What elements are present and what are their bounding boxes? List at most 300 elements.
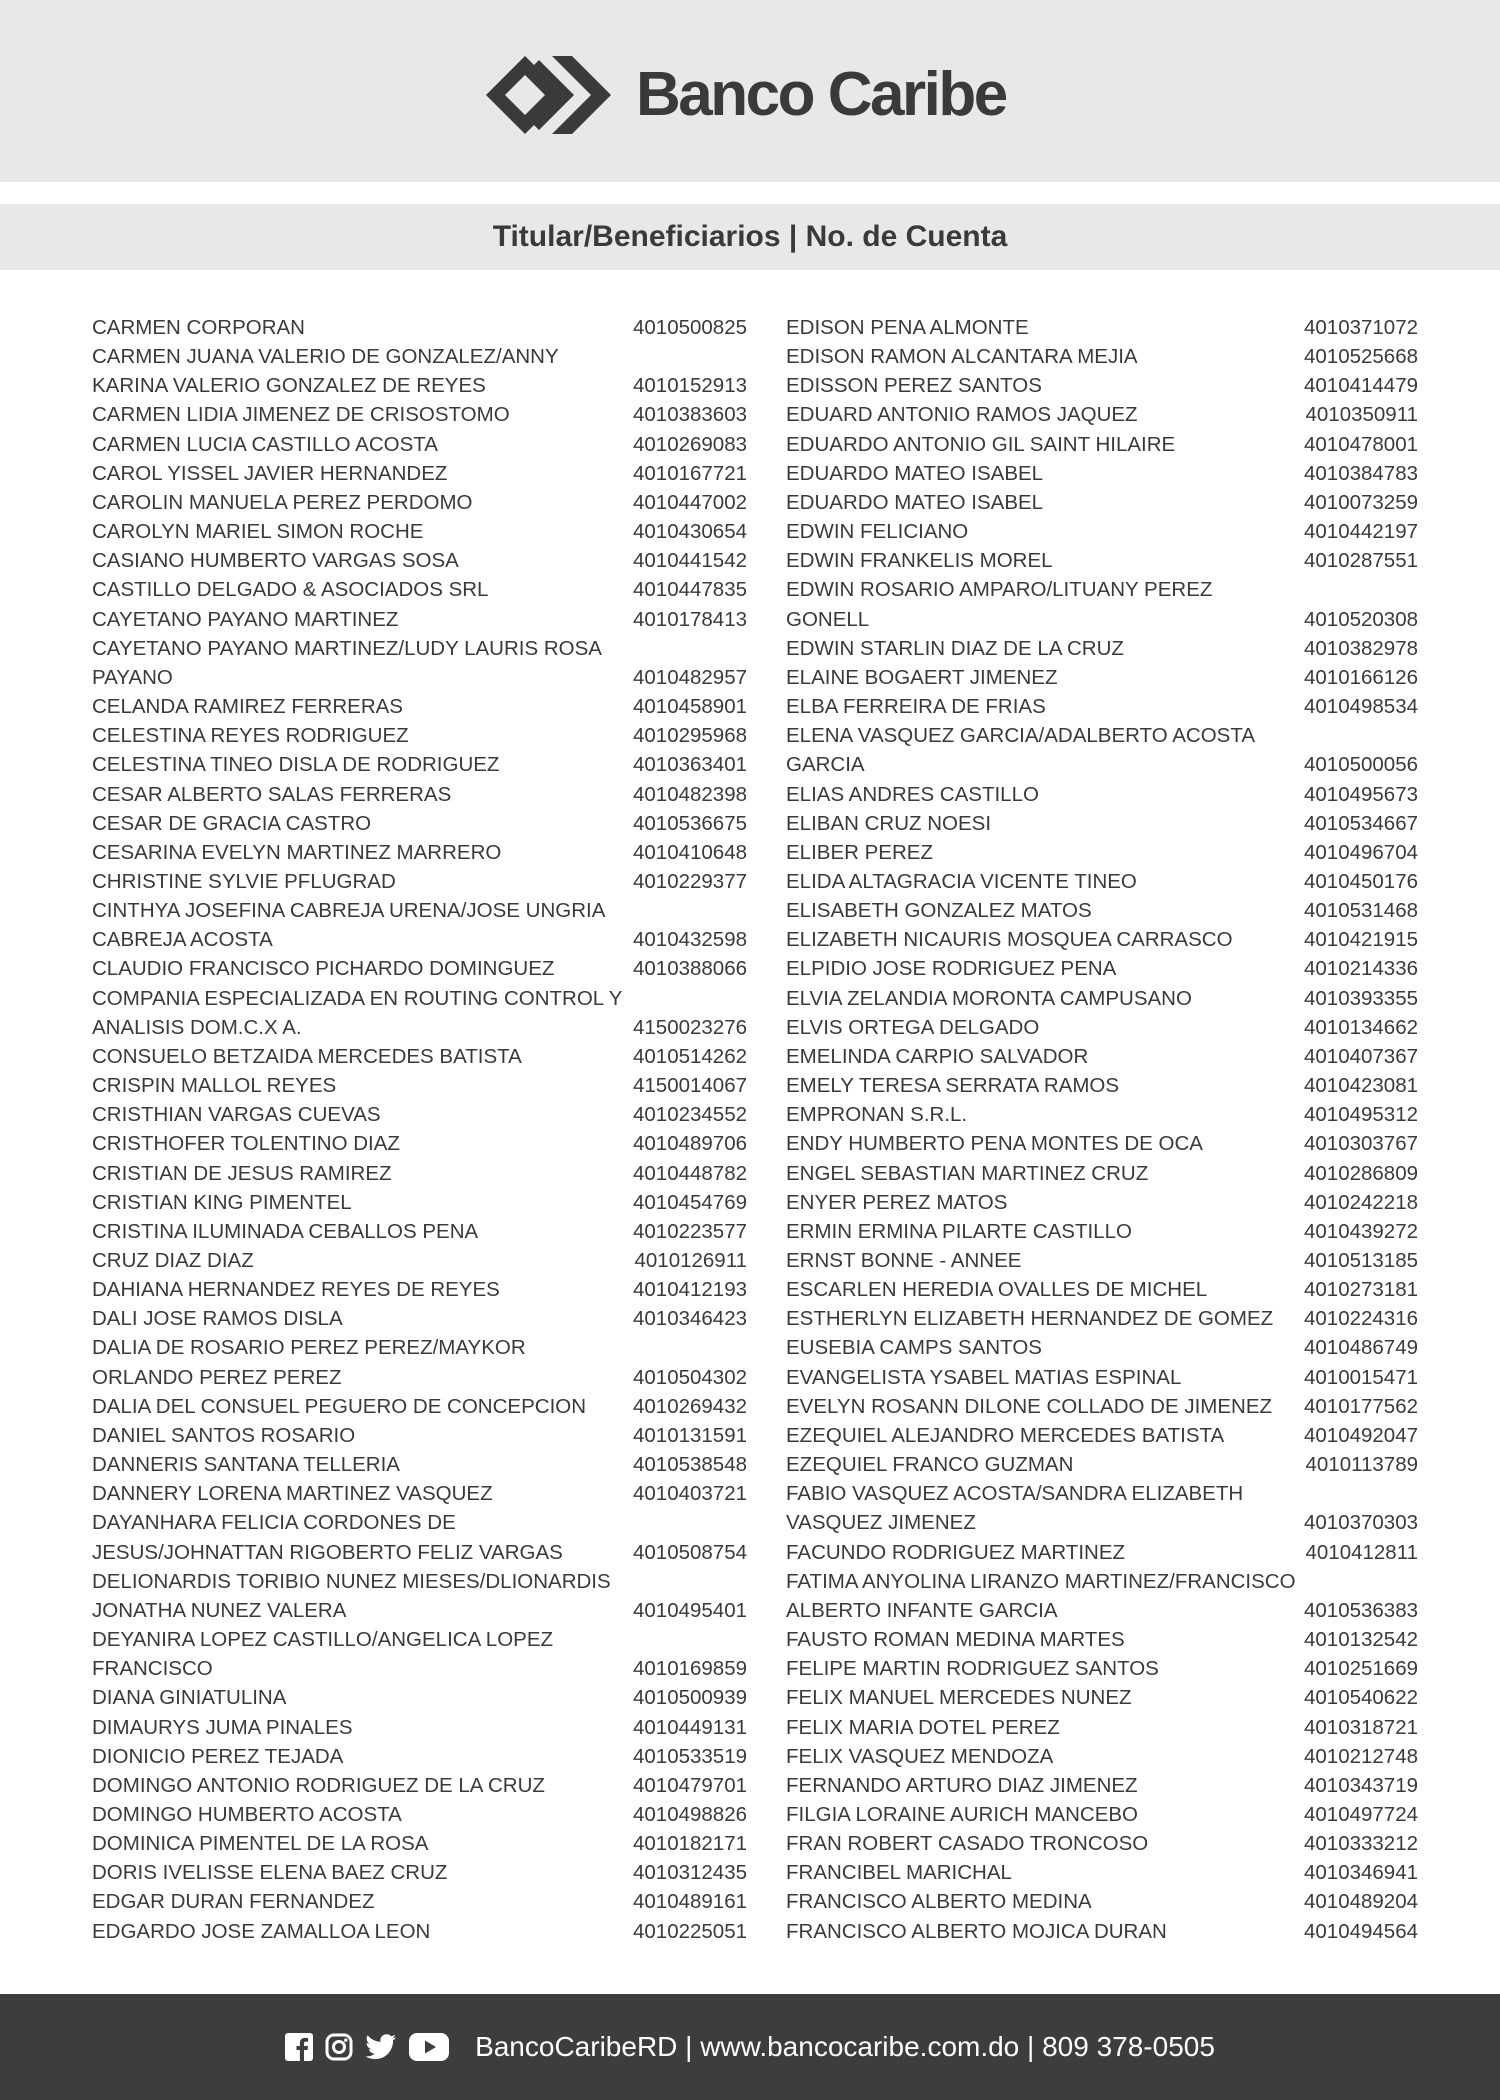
list-item [92, 1217, 747, 1246]
holder-name: ERMIN ERMINA PILARTE CASTILLO [786, 1219, 1132, 1243]
list-item [786, 313, 1418, 342]
holder-name: EDGAR DURAN FERNANDEZ [92, 1890, 375, 1914]
list-item [92, 1450, 747, 1479]
holder-name: DALI JOSE RAMOS DISLA [92, 1307, 343, 1331]
account-number: 4010229377 [632, 869, 747, 893]
holder-name: EDISON PENA ALMONTE [786, 316, 1029, 339]
account-number: 4010482398 [632, 782, 747, 806]
account-number: 4010538548 [632, 1453, 747, 1477]
account-number: 4010166126 [1303, 665, 1418, 689]
holder-name: CINTHYA JOSEFINA CABREJA URENA/JOSE UNGRIA CABREJA ACOSTA [92, 899, 605, 952]
social-icons [285, 2033, 449, 2061]
holder-name: CELANDA RAMIREZ FERRERAS [92, 695, 403, 719]
holder-name: DEYANIRA LOPEZ CASTILLO/ANGELICA LOPEZ FRANCISCO [92, 1628, 554, 1681]
list-item [92, 1917, 747, 1946]
account-number: 4010132542 [1303, 1628, 1418, 1652]
account-number: 4010454769 [632, 1190, 747, 1214]
holder-name: DANNERY LORENA MARTINEZ VASQUEZ [92, 1482, 493, 1506]
header-band [0, 0, 1500, 182]
account-number: 4010508754 [632, 1540, 747, 1564]
list-item [92, 896, 747, 954]
holder-name: ELIZABETH NICAURIS MOSQUEA CARRASCO [786, 928, 1233, 952]
holder-name: FAUSTO ROMAN MEDINA MARTES [786, 1628, 1125, 1652]
holder-name: CAROLYN MARIEL SIMON ROCHE [92, 520, 424, 544]
holder-name: CHRISTINE SYLVIE PFLUGRAD [92, 869, 396, 893]
list-item [786, 634, 1418, 663]
account-number: 4010410648 [632, 840, 747, 864]
holder-name: EVANGELISTA YSABEL MATIAS ESPINAL [786, 1365, 1182, 1389]
list-item [92, 1100, 747, 1129]
list-item [786, 954, 1418, 983]
list-item [786, 1363, 1418, 1392]
list-item [786, 1421, 1418, 1450]
holder-name: ELENA VASQUEZ GARCIA/ADALBERTO ACOSTA GARCIA [786, 724, 1254, 777]
account-number: 4010113789 [1305, 1453, 1418, 1477]
list-item [786, 1159, 1418, 1188]
holder-name: EDISON RAMON ALCANTARA MEJIA [786, 345, 1138, 369]
account-number: 4010224316 [1303, 1307, 1418, 1331]
account-number: 4010536383 [1303, 1598, 1418, 1622]
account-number: 4010442197 [1303, 520, 1418, 544]
holder-name: DAYANHARA FELICIA CORDONES DE JESUS/JOHNATTAN RIGOBERTO FELIZ VARGAS [92, 1511, 563, 1564]
list-item [786, 1771, 1418, 1800]
list-item [92, 1304, 747, 1333]
account-number: 4010489706 [632, 1132, 747, 1156]
list-item [786, 1654, 1418, 1683]
account-number: 4010269432 [632, 1394, 747, 1418]
list-item [92, 954, 747, 983]
instagram-icon[interactable] [325, 2033, 353, 2061]
account-number: 4010500056 [1303, 753, 1418, 777]
facebook-icon[interactable] [285, 2033, 313, 2061]
page-title: Titular/Beneficiarios | No. de Cuenta [492, 220, 1008, 253]
account-number: 4010178413 [632, 607, 747, 631]
holder-name: ELIAS ANDRES CASTILLO [786, 782, 1039, 806]
list-item [92, 1246, 747, 1275]
list-item [786, 1013, 1418, 1042]
holder-name: ENGEL SEBASTIAN MARTINEZ CRUZ [786, 1161, 1149, 1185]
account-number: 4010214336 [1303, 957, 1418, 981]
holder-name: CRISPIN MALLOL REYES [92, 1074, 337, 1098]
list-item [92, 605, 747, 634]
account-number: 4150023276 [632, 1015, 747, 1039]
account-number: 4010495401 [632, 1598, 747, 1622]
holder-name: CONSUELO BETZAIDA MERCEDES BATISTA [92, 1044, 522, 1068]
list-item [786, 1713, 1418, 1742]
account-number: 4010448782 [632, 1161, 747, 1185]
account-number: 4010269083 [632, 432, 747, 456]
list-item [92, 1858, 747, 1887]
list-item [92, 430, 747, 459]
account-number: 4010015471 [1303, 1365, 1418, 1389]
list-item [92, 575, 747, 604]
title-band [0, 204, 1500, 270]
account-number: 4010370303 [1303, 1511, 1418, 1535]
list-item [786, 1567, 1418, 1625]
list-item [92, 1188, 747, 1217]
holder-name: CARMEN CORPORAN [92, 316, 305, 339]
list-item [92, 1421, 747, 1450]
account-number: 4010343719 [1303, 1773, 1418, 1797]
account-number: 4010520308 [1303, 607, 1418, 631]
account-number: 4010496704 [1303, 840, 1418, 864]
account-number: 4010169859 [632, 1657, 747, 1681]
holder-name: EDGARDO JOSE ZAMALLOA LEON [92, 1919, 431, 1943]
holder-name: ELAINE BOGAERT JIMENEZ [786, 665, 1058, 689]
account-number: 4010403721 [632, 1482, 747, 1506]
account-number: 4010449131 [632, 1715, 747, 1739]
list-item [786, 838, 1418, 867]
holder-name: EDUARDO ANTONIO GIL SAINT HILAIRE [786, 432, 1176, 456]
twitter-icon[interactable] [365, 2033, 397, 2061]
account-number: 4010134662 [1303, 1015, 1418, 1039]
list-item [786, 517, 1418, 546]
account-number: 4010333212 [1303, 1832, 1418, 1856]
account-number: 4010514262 [632, 1044, 747, 1068]
account-number: 4010225051 [632, 1919, 747, 1943]
holder-name: ENYER PEREZ MATOS [786, 1190, 1008, 1214]
holder-name: FILGIA LORAINE AURICH MANCEBO [786, 1802, 1138, 1826]
list-item [786, 1450, 1418, 1479]
list-item [92, 1887, 747, 1916]
list-item [786, 430, 1418, 459]
list-item [786, 1625, 1418, 1654]
account-number: 4010432598 [632, 928, 747, 952]
holder-name: EDWIN FELICIANO [786, 520, 969, 544]
holder-name: FATIMA ANYOLINA LIRANZO MARTINEZ/FRANCISCO ALBERTO INFANTE GARCIA [786, 1569, 1296, 1622]
list-item [92, 1275, 747, 1304]
list-item [786, 1917, 1418, 1946]
account-number: 4150014067 [632, 1074, 747, 1098]
holder-name: CESAR DE GRACIA CASTRO [92, 811, 372, 835]
list-item [92, 1042, 747, 1071]
holder-name: EDUARD ANTONIO RAMOS JAQUEZ [786, 403, 1138, 427]
list-item [786, 867, 1418, 896]
holder-name: DELIONARDIS TORIBIO NUNEZ MIESES/DLIONARDIS JONATHA NUNEZ VALERA [92, 1569, 611, 1622]
account-number: 4010500939 [632, 1686, 747, 1710]
list-item [786, 1479, 1418, 1537]
holder-name: DOMINICA PIMENTEL DE LA ROSA [92, 1832, 429, 1856]
account-number: 4010383603 [632, 403, 747, 427]
account-number: 4010384783 [1303, 461, 1418, 485]
holder-name: ERNST BONNE - ANNEE [786, 1249, 1022, 1272]
holder-name: FELIX MARIA DOTEL PEREZ [786, 1715, 1060, 1739]
holder-name: CASTILLO DELGADO & ASOCIADOS SRL [92, 578, 489, 602]
holder-name: CASIANO HUMBERTO VARGAS SOSA [92, 549, 459, 573]
holder-name: FABIO VASQUEZ ACOSTA/SANDRA ELIZABETH VASQUEZ JIMENEZ [786, 1482, 1244, 1535]
list-item [92, 546, 747, 575]
account-number: 4010363401 [632, 753, 747, 777]
account-number: 4010494564 [1303, 1919, 1418, 1943]
account-number: 4010412811 [1305, 1540, 1418, 1564]
holder-name: FRANCISCO ALBERTO MEDINA [786, 1890, 1092, 1914]
account-number: 4010286809 [1303, 1161, 1418, 1185]
list-item [786, 575, 1418, 633]
holder-name: CRISTINA ILUMINADA CEBALLOS PENA [92, 1219, 479, 1243]
holder-name: CESAR ALBERTO SALAS FERRERAS [92, 782, 452, 806]
list-item [92, 459, 747, 488]
list-item [92, 1159, 747, 1188]
holder-name: EMPRONAN S.R.L. [786, 1103, 968, 1127]
account-number: 4010295968 [632, 724, 747, 748]
holder-name: ELPIDIO JOSE RODRIGUEZ PENA [786, 957, 1117, 981]
holder-name: CARMEN JUANA VALERIO DE GONZALEZ/ANNY KARINA VALERIO GONZALEZ DE REYES [92, 345, 559, 398]
account-number: 4010414479 [1303, 374, 1418, 398]
account-number: 4010504302 [632, 1365, 747, 1389]
account-number: 4010478001 [1303, 432, 1418, 456]
account-number: 4010492047 [1303, 1423, 1418, 1447]
list-item [786, 1538, 1418, 1567]
list-item [92, 342, 747, 400]
holder-name: DIANA GINIATULINA [92, 1686, 287, 1710]
holder-name: EDISSON PEREZ SANTOS [786, 374, 1042, 398]
holder-name: CAROLIN MANUELA PEREZ PERDOMO [92, 490, 473, 514]
list-item [92, 488, 747, 517]
list-item [786, 1275, 1418, 1304]
account-number: 4010423081 [1303, 1074, 1418, 1098]
list-item [92, 400, 747, 429]
account-number: 4010388066 [632, 957, 747, 981]
holder-name: ELIBER PEREZ [786, 840, 933, 864]
list-item [786, 546, 1418, 575]
holder-name: DALIA DE ROSARIO PEREZ PEREZ/MAYKOR ORLANDO PEREZ PEREZ [92, 1336, 526, 1389]
list-item [786, 1887, 1418, 1916]
list-item [786, 809, 1418, 838]
list-item [92, 1713, 747, 1742]
account-number: 4010318721 [1303, 1715, 1418, 1739]
list-item [786, 692, 1418, 721]
account-number: 4010223577 [632, 1219, 747, 1243]
list-item [786, 488, 1418, 517]
holder-name: ELIDA ALTAGRACIA VICENTE TINEO [786, 869, 1137, 893]
holder-name: EZEQUIEL FRANCO GUZMAN [786, 1453, 1074, 1477]
account-number: 4010350911 [1305, 403, 1418, 427]
account-number: 4010439272 [1303, 1219, 1418, 1243]
list-item [786, 1129, 1418, 1158]
list-item [786, 400, 1418, 429]
holder-name: DOMINGO HUMBERTO ACOSTA [92, 1802, 402, 1826]
account-number: 4010489161 [632, 1890, 747, 1914]
account-number: 4010371072 [1303, 316, 1418, 339]
holder-name: EDWIN STARLIN DIAZ DE LA CRUZ [786, 636, 1124, 660]
account-number: 4010479701 [632, 1773, 747, 1797]
list-item [92, 984, 747, 1042]
account-number: 4010242218 [1303, 1190, 1418, 1214]
holder-name: ESCARLEN HEREDIA OVALLES DE MICHEL [786, 1278, 1208, 1302]
holder-name: CRUZ DIAZ DIAZ [92, 1249, 254, 1272]
list-item [92, 721, 747, 750]
list-item [786, 1683, 1418, 1712]
account-number: 4010447002 [632, 490, 747, 514]
list-item [92, 1071, 747, 1100]
list-item [786, 663, 1418, 692]
holder-name: CLAUDIO FRANCISCO PICHARDO DOMINGUEZ [92, 957, 555, 981]
account-number: 4010497724 [1303, 1802, 1418, 1826]
list-item [92, 838, 747, 867]
list-item [786, 896, 1418, 925]
holder-name: ELBA FERREIRA DE FRIAS [786, 695, 1046, 719]
holder-name: CELESTINA TINEO DISLA DE RODRIGUEZ [92, 753, 500, 777]
holder-name: DANIEL SANTOS ROSARIO [92, 1423, 356, 1447]
holder-name: EMELY TERESA SERRATA RAMOS [786, 1074, 1120, 1098]
left-column [92, 313, 747, 1946]
holder-name: DIONICIO PEREZ TEJADA [92, 1744, 344, 1768]
list-item [92, 1683, 747, 1712]
holder-name: CAROL YISSEL JAVIER HERNANDEZ [92, 461, 448, 485]
holder-name: DORIS IVELISSE ELENA BAEZ CRUZ [92, 1861, 448, 1885]
holder-name: CRISTIAN DE JESUS RAMIREZ [92, 1161, 392, 1185]
holder-name: ESTHERLYN ELIZABETH HERNANDEZ DE GOMEZ [786, 1307, 1274, 1331]
footer-contact-text: BancoCaribeRD | www.bancocaribe.com.do | 809 378-0505 [475, 2031, 1215, 2062]
holder-name: FRANCISCO ALBERTO MOJICA DURAN [786, 1919, 1167, 1943]
account-number: 4010498826 [632, 1802, 747, 1826]
account-number: 4010126911 [634, 1249, 747, 1272]
account-number: 4010131591 [632, 1423, 747, 1447]
brand-name: Banco Caribe [636, 60, 1006, 129]
holder-name: EMELINDA CARPIO SALVADOR [786, 1044, 1089, 1068]
account-number: 4010450176 [1303, 869, 1418, 893]
list-item [92, 313, 747, 342]
holder-name: EDWIN ROSARIO AMPARO/LITUANY PEREZ GONELL [786, 578, 1213, 631]
account-number: 4010182171 [632, 1832, 747, 1856]
holder-name: ENDY HUMBERTO PENA MONTES DE OCA [786, 1132, 1203, 1156]
account-number: 4010486749 [1303, 1336, 1418, 1360]
list-item [786, 1246, 1418, 1275]
account-number: 4010441542 [632, 549, 747, 573]
holder-name: EDUARDO MATEO ISABEL [786, 461, 1044, 485]
youtube-icon[interactable] [409, 2033, 449, 2061]
holder-name: CRISTIAN KING PIMENTEL [92, 1190, 352, 1214]
account-number: 4010447835 [632, 578, 747, 602]
list-item [786, 984, 1418, 1013]
account-number: 4010407367 [1303, 1044, 1418, 1068]
holder-name: FELIX MANUEL MERCEDES NUNEZ [786, 1686, 1132, 1710]
list-item [92, 1333, 747, 1391]
list-item [786, 1829, 1418, 1858]
account-number: 4010234552 [632, 1103, 747, 1127]
list-item [92, 809, 747, 838]
holder-name: CAYETANO PAYANO MARTINEZ [92, 607, 399, 631]
list-item [786, 1071, 1418, 1100]
account-number: 4010273181 [1303, 1278, 1418, 1302]
list-item [92, 1625, 747, 1683]
list-item [786, 342, 1418, 371]
account-number: 4010536675 [632, 811, 747, 835]
account-number: 4010534667 [1303, 811, 1418, 835]
holder-name: EZEQUIEL ALEJANDRO MERCEDES BATISTA [786, 1423, 1225, 1447]
account-number: 4010177562 [1303, 1394, 1418, 1418]
holder-name: FELIX VASQUEZ MENDOZA [786, 1744, 1054, 1768]
holder-name: FRAN ROBERT CASADO TRONCOSO [786, 1832, 1149, 1856]
account-number: 4010382978 [1303, 636, 1418, 660]
holder-name: ELIBAN CRUZ NOESI [786, 811, 992, 835]
list-item [92, 1392, 747, 1421]
list-item [786, 721, 1418, 779]
holder-name: EDUARDO MATEO ISABEL [786, 490, 1044, 514]
account-number: 4010495312 [1303, 1103, 1418, 1127]
holder-name: DANNERIS SANTANA TELLERIA [92, 1453, 400, 1477]
holder-name: DOMINGO ANTONIO RODRIGUEZ DE LA CRUZ [92, 1773, 545, 1797]
holder-name: CRISTHOFER TOLENTINO DIAZ [92, 1132, 400, 1156]
holder-name: CARMEN LIDIA JIMENEZ DE CRISOSTOMO [92, 403, 510, 427]
list-item [92, 634, 747, 692]
list-item [92, 1829, 747, 1858]
account-number: 4010430654 [632, 520, 747, 544]
account-number: 4010531468 [1303, 899, 1418, 923]
holder-name: CESARINA EVELYN MARTINEZ MARRERO [92, 840, 502, 864]
list-item [92, 1479, 747, 1508]
list-item [786, 1100, 1418, 1129]
holder-name: EDWIN FRANKELIS MOREL [786, 549, 1053, 573]
account-number: 4010167721 [632, 461, 747, 485]
list-item [786, 1333, 1418, 1362]
list-item [786, 1188, 1418, 1217]
holder-name: ELISABETH GONZALEZ MATOS [786, 899, 1092, 923]
list-item [786, 459, 1418, 488]
account-number: 4010495673 [1303, 782, 1418, 806]
list-item [786, 780, 1418, 809]
holder-name: FELIPE MARTIN RODRIGUEZ SANTOS [786, 1657, 1159, 1681]
list-item [786, 1800, 1418, 1829]
list-item [92, 1771, 747, 1800]
account-number: 4010287551 [1303, 549, 1418, 573]
holder-name: CELESTINA REYES RODRIGUEZ [92, 724, 409, 748]
account-number: 4010312435 [632, 1861, 747, 1885]
account-number: 4010513185 [1303, 1249, 1418, 1272]
holder-name: FACUNDO RODRIGUEZ MARTINEZ [786, 1540, 1126, 1564]
footer [0, 1994, 1500, 2100]
account-number: 4010152913 [632, 374, 747, 398]
account-number: 4010303767 [1303, 1132, 1418, 1156]
list-item [92, 1129, 747, 1158]
holder-name: ELVIA ZELANDIA MORONTA CAMPUSANO [786, 986, 1192, 1010]
account-number: 4010458901 [632, 695, 747, 719]
list-item [92, 517, 747, 546]
list-item [92, 750, 747, 779]
account-number: 4010346423 [632, 1307, 747, 1331]
list-item [786, 1742, 1418, 1771]
account-number: 4010421915 [1303, 928, 1418, 952]
account-number: 4010540622 [1303, 1686, 1418, 1710]
list-item [786, 925, 1418, 954]
holder-name: CAYETANO PAYANO MARTINEZ/LUDY LAURIS ROSA PAYANO [92, 636, 601, 689]
account-number: 4010251669 [1303, 1657, 1418, 1681]
account-number: 4010073259 [1303, 490, 1418, 514]
holder-name: CARMEN LUCIA CASTILLO ACOSTA [92, 432, 438, 456]
right-column [786, 313, 1418, 1946]
list-item [92, 867, 747, 896]
holder-name: EUSEBIA CAMPS SANTOS [786, 1336, 1042, 1360]
list-item [786, 371, 1418, 400]
account-number: 4010498534 [1303, 695, 1418, 719]
list-item [786, 1304, 1418, 1333]
holder-name: FRANCIBEL MARICHAL [786, 1861, 1012, 1885]
diamond-chevrons-icon [486, 56, 616, 134]
account-number: 4010525668 [1303, 345, 1418, 369]
list-item [786, 1392, 1418, 1421]
list-item [92, 1742, 747, 1771]
list-item [786, 1217, 1418, 1246]
list-item [786, 1042, 1418, 1071]
account-number: 4010482957 [632, 665, 747, 689]
holder-name: COMPANIA ESPECIALIZADA EN ROUTING CONTROL Y ANALISIS DOM.C.X A. [92, 986, 623, 1039]
list-item [786, 1858, 1418, 1887]
list-item [92, 1800, 747, 1829]
account-number: 4010346941 [1303, 1861, 1418, 1885]
account-number: 4010412193 [632, 1278, 747, 1302]
brand-logo[interactable] [486, 56, 1006, 134]
account-number: 4010212748 [1303, 1744, 1418, 1768]
